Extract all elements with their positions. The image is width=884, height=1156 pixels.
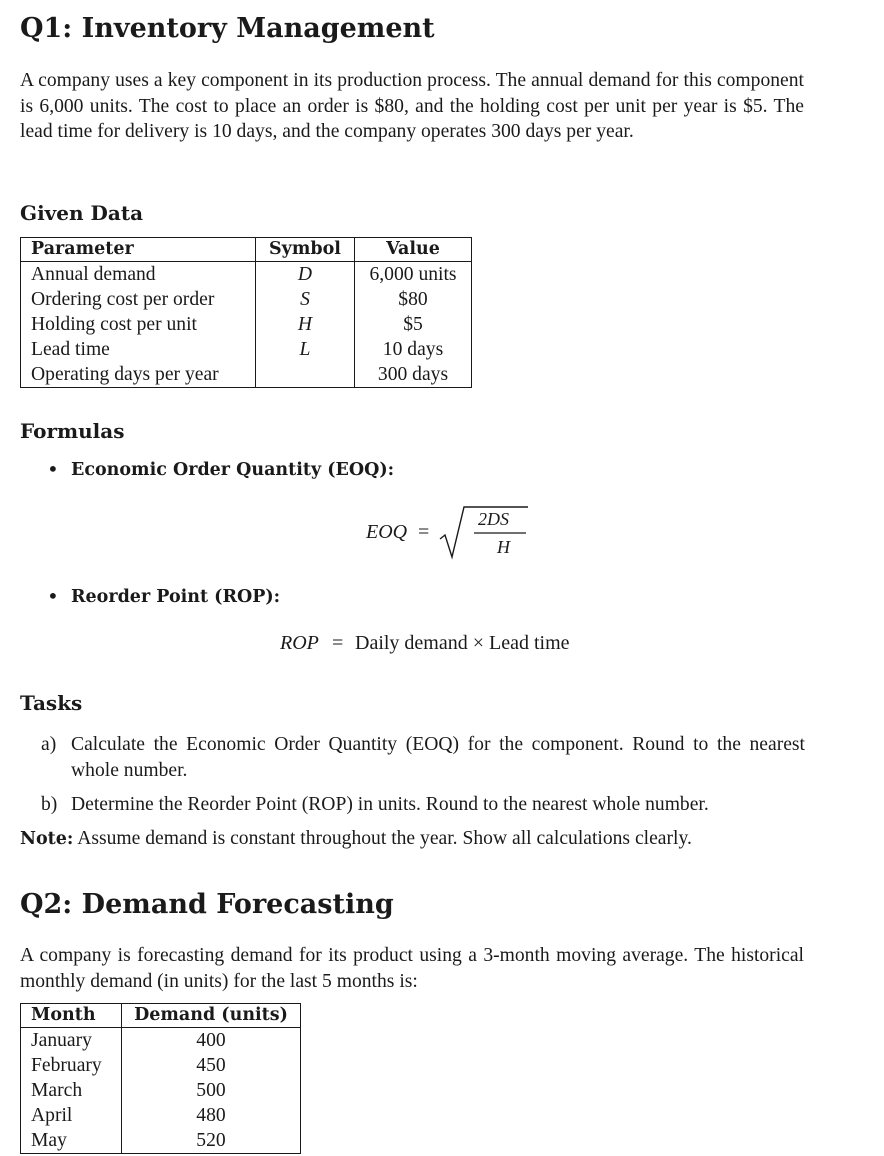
parameter-cell: Holding cost per unit	[21, 312, 256, 337]
column-header-value: Value	[355, 238, 472, 262]
task-text: Calculate the Economic Order Quantity (EOQ) for the component. Round to the nearest whole number.	[71, 734, 805, 781]
table-row	[21, 1028, 301, 1054]
eoq-numerator: 2DS	[478, 509, 509, 529]
rop-formula	[280, 632, 640, 658]
table-row	[21, 262, 472, 288]
eoq-formula	[366, 503, 536, 563]
parameter-cell: Operating days per year	[21, 362, 256, 388]
parameter-cell: Ordering cost per order	[21, 287, 256, 312]
demand-cell: 520	[122, 1128, 301, 1154]
table-header-row	[21, 238, 472, 262]
demand-cell: 480	[122, 1103, 301, 1128]
month-cell: January	[21, 1028, 122, 1054]
equals-sign: =	[418, 521, 430, 543]
value-cell: $5	[355, 312, 472, 337]
table-row	[21, 287, 472, 312]
parameter-cell: Lead time	[21, 337, 256, 362]
eoq-lhs: EOQ	[366, 521, 408, 543]
task-label: a)	[41, 734, 57, 755]
table-row	[21, 1103, 301, 1128]
table-row	[21, 362, 472, 388]
month-cell: May	[21, 1128, 122, 1154]
eoq-formula-label: Economic Order Quantity (EOQ):	[71, 460, 395, 480]
symbol-cell	[256, 362, 355, 388]
parameter-cell: Annual demand	[21, 262, 256, 288]
column-header-parameter: Parameter	[21, 238, 256, 262]
table-row	[21, 337, 472, 362]
column-header-month: Month	[21, 1004, 122, 1028]
eoq-denominator: H	[497, 537, 510, 557]
column-header-demand: Demand (units)	[122, 1004, 301, 1028]
demand-cell: 400	[122, 1028, 301, 1054]
value-cell: 300 days	[355, 362, 472, 388]
symbol-cell: H	[256, 312, 355, 337]
rop-rhs: Daily demand × Lead time	[355, 632, 570, 654]
table-row	[21, 312, 472, 337]
symbol-cell: D	[256, 262, 355, 288]
demand-table	[20, 1003, 301, 1154]
given-data-table	[20, 237, 472, 388]
note-label: Note:	[20, 829, 74, 849]
formulas-heading: Formulas	[20, 419, 125, 443]
symbol-cell: L	[256, 337, 355, 362]
demand-cell: 500	[122, 1078, 301, 1103]
demand-cell: 450	[122, 1053, 301, 1078]
given-data-heading: Given Data	[20, 201, 144, 225]
note	[20, 828, 692, 850]
table-row	[21, 1128, 301, 1154]
value-cell: 6,000 units	[355, 262, 472, 288]
table-header-row	[21, 1004, 301, 1028]
bullet-icon: •	[47, 457, 59, 481]
task-text: Determine the Reorder Point (ROP) in units. Round to the nearest whole number.	[71, 794, 709, 815]
equals-sign: =	[332, 632, 344, 654]
rop-lhs: ROP	[280, 632, 319, 654]
value-cell: $80	[355, 287, 472, 312]
table-row	[21, 1078, 301, 1103]
month-cell: February	[21, 1053, 122, 1078]
bullet-icon: •	[47, 584, 59, 608]
task-label: b)	[41, 794, 58, 815]
task-a	[41, 732, 811, 784]
note-text: Assume demand is constant throughout the year. Show all calculations clearly.	[77, 828, 692, 849]
q2-intro: A company is forecasting demand for its product using a 3-month moving average. The historical monthly demand (in units) for the last 5 months is:	[20, 945, 804, 992]
tasks-heading: Tasks	[20, 691, 83, 715]
table-row	[21, 1053, 301, 1078]
value-cell: 10 days	[355, 337, 472, 362]
column-header-symbol: Symbol	[256, 238, 355, 262]
symbol-cell: S	[256, 287, 355, 312]
month-cell: April	[21, 1103, 122, 1128]
month-cell: March	[21, 1078, 122, 1103]
q1-intro: A company uses a key component in its production process. The annual demand for this component is 6,000 units. The cost to place an order is $80, and the holding cost per unit per year is $5. The lead time for delivery is 10 days, and the company operates 300 days per year.	[20, 70, 804, 142]
task-b	[41, 792, 811, 818]
rop-formula-label: Reorder Point (ROP):	[71, 587, 281, 607]
q1-title: Q1: Inventory Management	[20, 13, 435, 44]
q2-title: Q2: Demand Forecasting	[20, 889, 394, 920]
